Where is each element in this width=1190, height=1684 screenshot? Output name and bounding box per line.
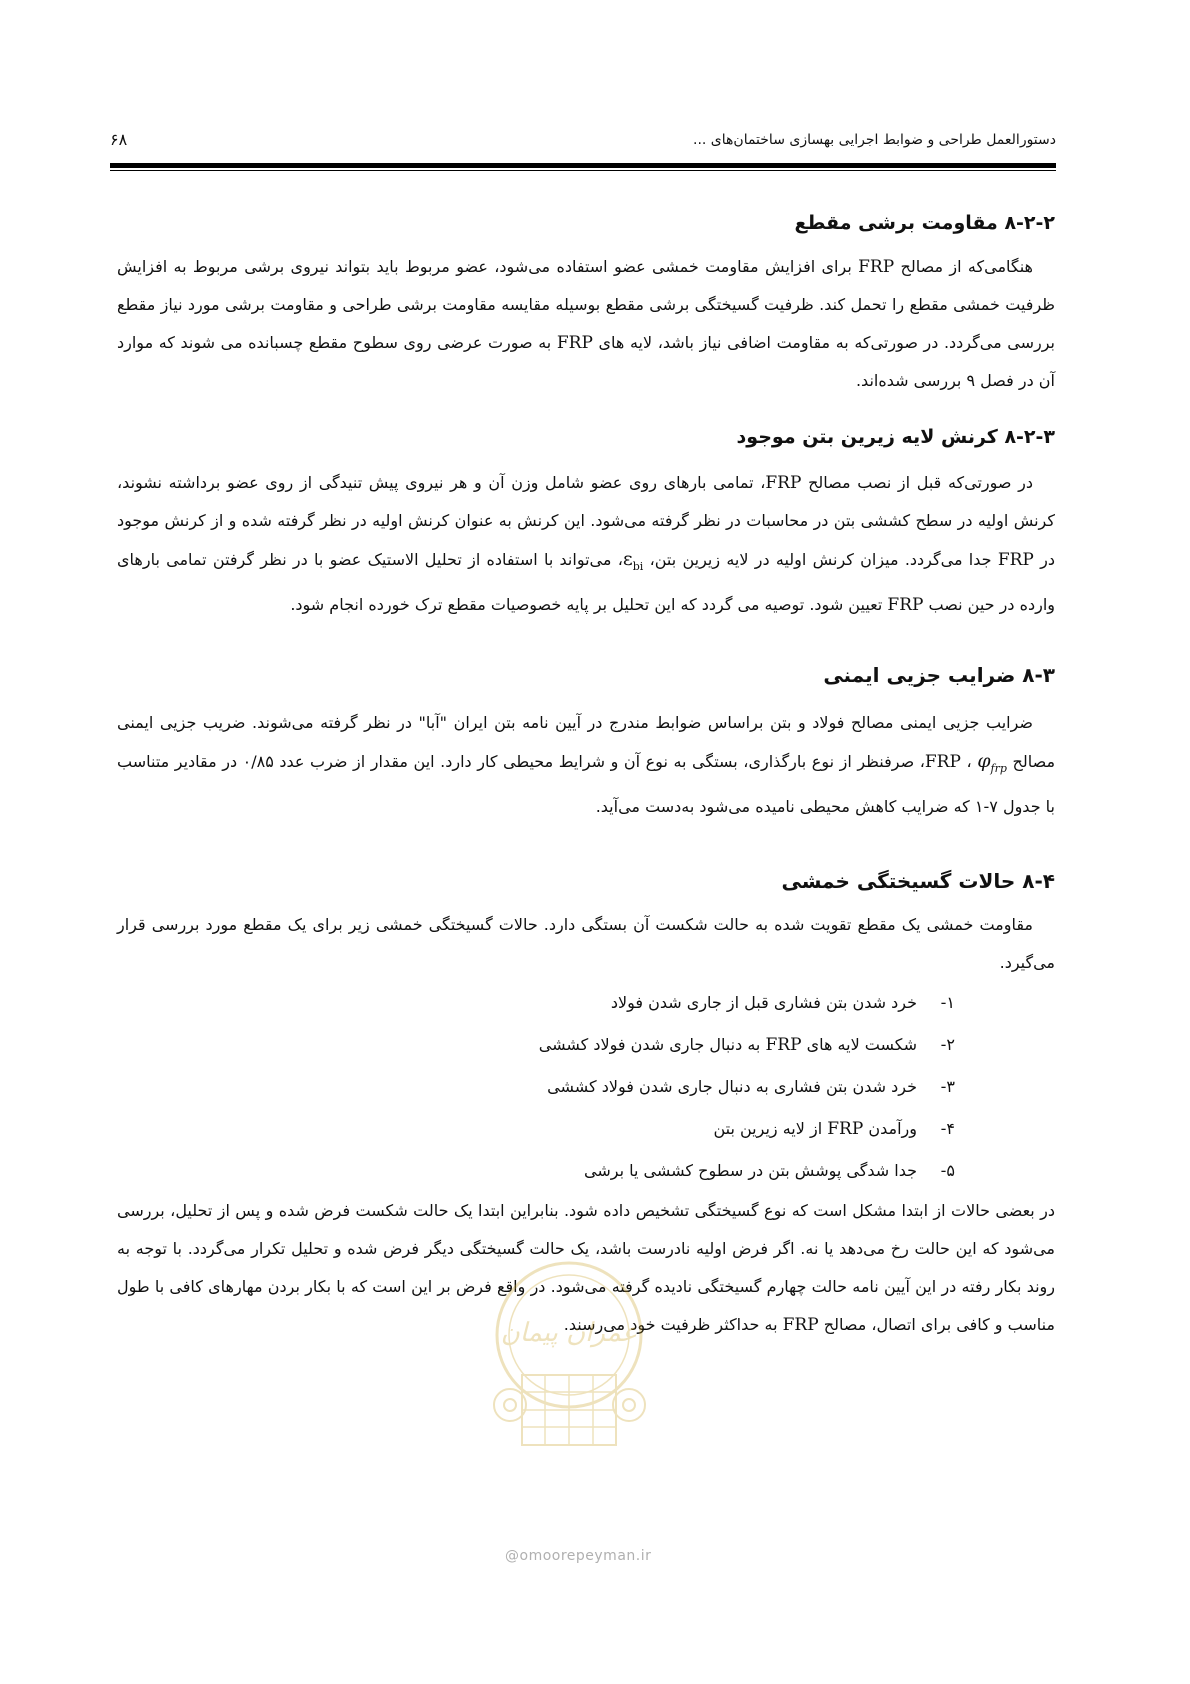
paragraph: مقاومت خمشی یک مقطع تقویت شده به حالت شکست آن بستگی دارد. حالات گسیختگی خمشی زیر برای یک مقطع مورد بررسی قرار می‌گیرد.	[117, 914, 1055, 972]
header-title: دستورالعمل طراحی و ضوابط اجرایی بهسازی ساختمان‌های ...	[693, 132, 1056, 148]
frp-term: FRP	[556, 333, 593, 353]
frp-term: FRP	[858, 257, 895, 277]
paragraph: هنگامی‌که از مصالح FRP برای افزایش مقاومت خمشی عضو استفاده می‌شود، عضو مربوط باید بتواند نیروی برشی مربوط به افزایش ظرفیت خمشی مقطع را تحمل کند. ظرفیت گسیختگی برشی مقطع بوسیله مقایسه مقاومت برشی طراحی و مقاومت برشی مورد نیاز مقطع بررسی می‌گردد. در صورتی‌که به مقاومت اضافی نیاز باشد، لایه های FRP به صورت عرضی روی سطوح مقطع چسبانده می شوند که موارد آن در فصل ۹ بررسی شده‌اند.	[117, 257, 1056, 390]
frp-term: FRP	[997, 550, 1034, 570]
header-rule-thick	[110, 163, 1056, 168]
watermark-logo-icon	[482, 1255, 657, 1470]
epsilon-bi-symbol: $\varepsilon_{bi}$	[622, 548, 644, 573]
section-heading-8-3: ۸-۳ ضرایب جزیی ایمنی	[823, 662, 1055, 687]
list-item: ۱-خرد شدن بتن فشاری قبل از جاری شدن فولاد	[610, 992, 955, 1012]
svg-text:عمران پیمان: عمران پیمان	[500, 1318, 638, 1348]
failure-modes-list	[117, 982, 1055, 1192]
running-header	[110, 132, 1056, 156]
paragraph: در بعضی حالات از ابتدا مشکل است که نوع گسیختگی تشخیص داده شود. بنابراین ابتدا یک حالت شکست فرض شده و پس از تحلیل، بررسی می‌شود که این حالت رخ می‌دهد یا نه. اگر فرض اولیه نادرست باشد، یک حالت گسیختگی دیگر فرض شده و تحلیل تکرار می‌گردد. با توجه به روند بکار رفته در این آیین نامه حالت چهارم گسیختگی نادیده گرفته می‌شود. در واقع فرض بر این است که با بکار بردن مهارهای کافی با طول مناسب و کافی برای اتصال، مصالح FRP به حداکثر ظرفیت خود می‌رسند.	[117, 1200, 1055, 1335]
section-heading-8-2-2: ۸-۲-۲ مقاومت برشی مقطع	[794, 212, 1055, 234]
list-item: ۴-ورآمدن FRP از لایه زیرین بتن	[713, 1118, 955, 1139]
list-item: ۲-شکست لایه های FRP به دنبال جاری شدن فولاد کششی	[538, 1034, 955, 1055]
phi-frp-symbol: $\varphi_{frp}$	[977, 749, 1007, 775]
frp-term: FRP	[782, 1314, 819, 1335]
frp-term: FRP	[887, 594, 924, 615]
paragraph: در صورتی‌که قبل از نصب مصالح FRP، تمامی بارهای روی عضو شامل وزن آن و هر نیروی پیش تنیدگی از روی عضو برداشته نشوند، کرنش اولیه در سطح کششی بتن در محاسبات در نظر گرفته می‌شود. این کرنش به عنوان کرنش اولیه در نظر گرفته شده و از کرنش موجود در FRP جدا می‌گردد. میزان کرنش اولیه در لایه زیرین بتن، $\varepsilon_{bi}،$ می‌تواند با استفاده از تحلیل الاستیک عضو با در نظر گرفتن تمامی بارهای وارده در حین نصب FRP تعیین شود. توصیه می گردد که این تحلیل بر پایه خصوصیات مقطع ترک خورده انجام شود.	[117, 473, 1055, 615]
frp-term: FRP	[765, 473, 802, 493]
list-item: ۵-جدا شدگی پوشش بتن در سطوح کششی یا برشی	[584, 1160, 955, 1180]
frp-term: FRP	[765, 1034, 802, 1055]
list-item: ۳-خرد شدن بتن فشاری به دنبال جاری شدن فولاد کششی	[547, 1076, 955, 1096]
frp-term: FRP	[827, 1118, 864, 1139]
section-heading-8-4: ۸-۴ حالات گسیختگی خمشی	[781, 868, 1055, 893]
section-heading-8-2-3: ۸-۲-۳ کرنش لایه زیرین بتن موجود	[736, 426, 1055, 448]
main-content	[117, 208, 1055, 1344]
page-number: ۶۸	[110, 130, 128, 149]
frp-term: FRP	[924, 751, 961, 772]
watermark-url: @omoorepeyman.ir	[505, 1548, 652, 1564]
header-rule-thin	[110, 170, 1056, 171]
paragraph: ضرایب جزیی ایمنی مصالح فولاد و بتن براساس ضوابط مندرج در آیین نامه بتن ایران "آبا" در نظر گرفته می‌شوند. ضریب جزیی ایمنی مصالح FRP ، $\varphi_{frp}،$ صرفنظر از نوع بارگذاری، بستگی به نوع آن و شرایط محیطی کار دارد. این مقدار از ضرب عدد ۰/۸۵ در مقادیر متناسب با جدول ۷-۱ که ضرایب کاهش محیطی نامیده می‌شود به‌دست می‌آید.	[117, 712, 1056, 816]
